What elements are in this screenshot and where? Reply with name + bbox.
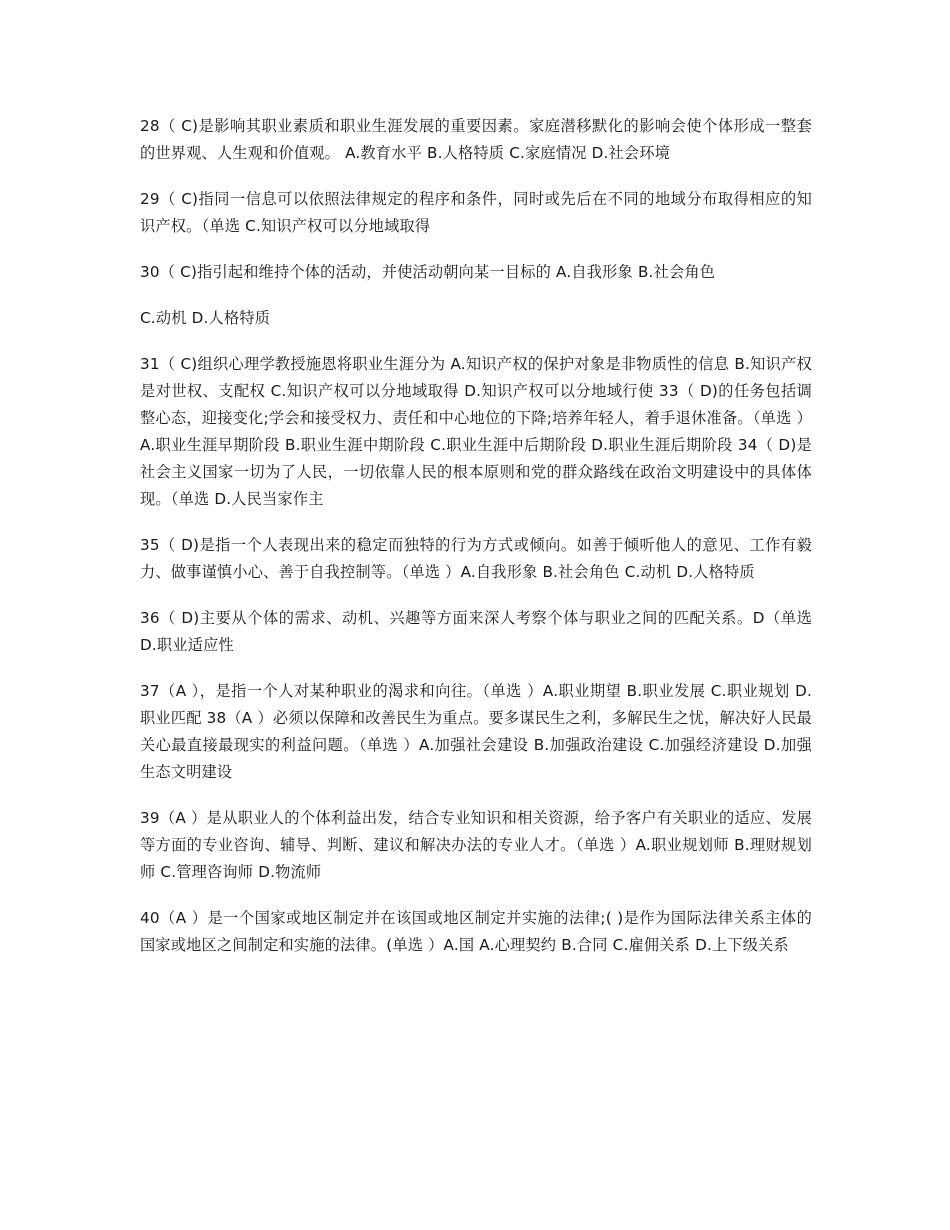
question-35: 35（ D)是指一个人表现出来的稳定而独特的行为方式或倾向。如善于倾听他人的意见、工作有毅力、做事谨慎小心、善于自我控制等。（单选 ）A.自我形象 B.社会角色 C.动机 D.人格特质: [140, 536, 812, 581]
question-40: 40（A ）是一个国家或地区制定并在该国或地区制定并实施的法律;( )是作为国际法律关系主体的国家或地区之间制定和实施的法律。(单选 ）A.国 A.心理契约 B.合同 C.雇佣关系 D.上下级关系: [140, 909, 812, 954]
question-29: 29（ C)指同一信息可以依照法律规定的程序和条件，同时或先后在不同的地域分布取得相应的知识产权。（单选 C.知识产权可以分地域取得: [140, 190, 812, 235]
question-39: 39（A ）是从职业人的个体利益出发，结合专业知识和相关资源，给予客户有关职业的适应、发展等方面的专业咨询、辅导、判断、建议和解决办法的专业人才。（单选 ）A.职业规划师 B.理财规划师 C.管理咨询师 D.物流师: [140, 809, 812, 881]
question-36: 36（ D)主要从个体的需求、动机、兴趣等方面来深人考察个体与职业之间的匹配关系。D（单选 D.职业适应性: [140, 609, 812, 654]
question-28: 28（ C)是影响其职业素质和职业生涯发展的重要因素。家庭潜移默化的影响会使个体形成一整套的世界观、人生观和价值观。 A.教育水平 B.人格特质 C.家庭情况 D.社会环境: [140, 117, 812, 162]
question-30: 30（ C)指引起和维持个体的活动，并使活动朝向某一目标的 A.自我形象 B.社会角色: [140, 263, 716, 281]
question-37-38: 37（A ），是指一个人对某种职业的渴求和向往。（单选 ）A.职业期望 B.职业发展 C.职业规划 D.职业匹配 38（A ）必须以保障和改善民生为重点。要多谋民生之利，多解民生之忧，解决好人民最关心最直接最现实的利益问题。（单选 ）A.加强社会建设 B.加强政治建设 C.加强经济建设 D.加强生态文明建设: [140, 682, 812, 781]
document-page: [140, 113, 812, 978]
question-30-options: C.动机 D.人格特质: [140, 309, 271, 327]
question-31-34: 31（ C)组织心理学教授施恩将职业生涯分为 A.知识产权的保护对象是非物质性的信息 B.知识产权是对世权、支配权 C.知识产权可以分地域取得 D.知识产权可以分地域行使 33（ D)的任务包括调整心态，迎接变化;学会和接受权力、责任和中心地位的下降;培养年轻人，着手退休准备。（单选 ）A.职业生涯早期阶段 B.职业生涯中期阶段 C.职业生涯中后期阶段 D.职业生涯后期阶段 34（ D)是社会主义国家一切为了人民，一切依靠人民的根本原则和党的群众路线在政治文明建设中的具体体现。（单选 D.人民当家作主: [140, 355, 812, 508]
